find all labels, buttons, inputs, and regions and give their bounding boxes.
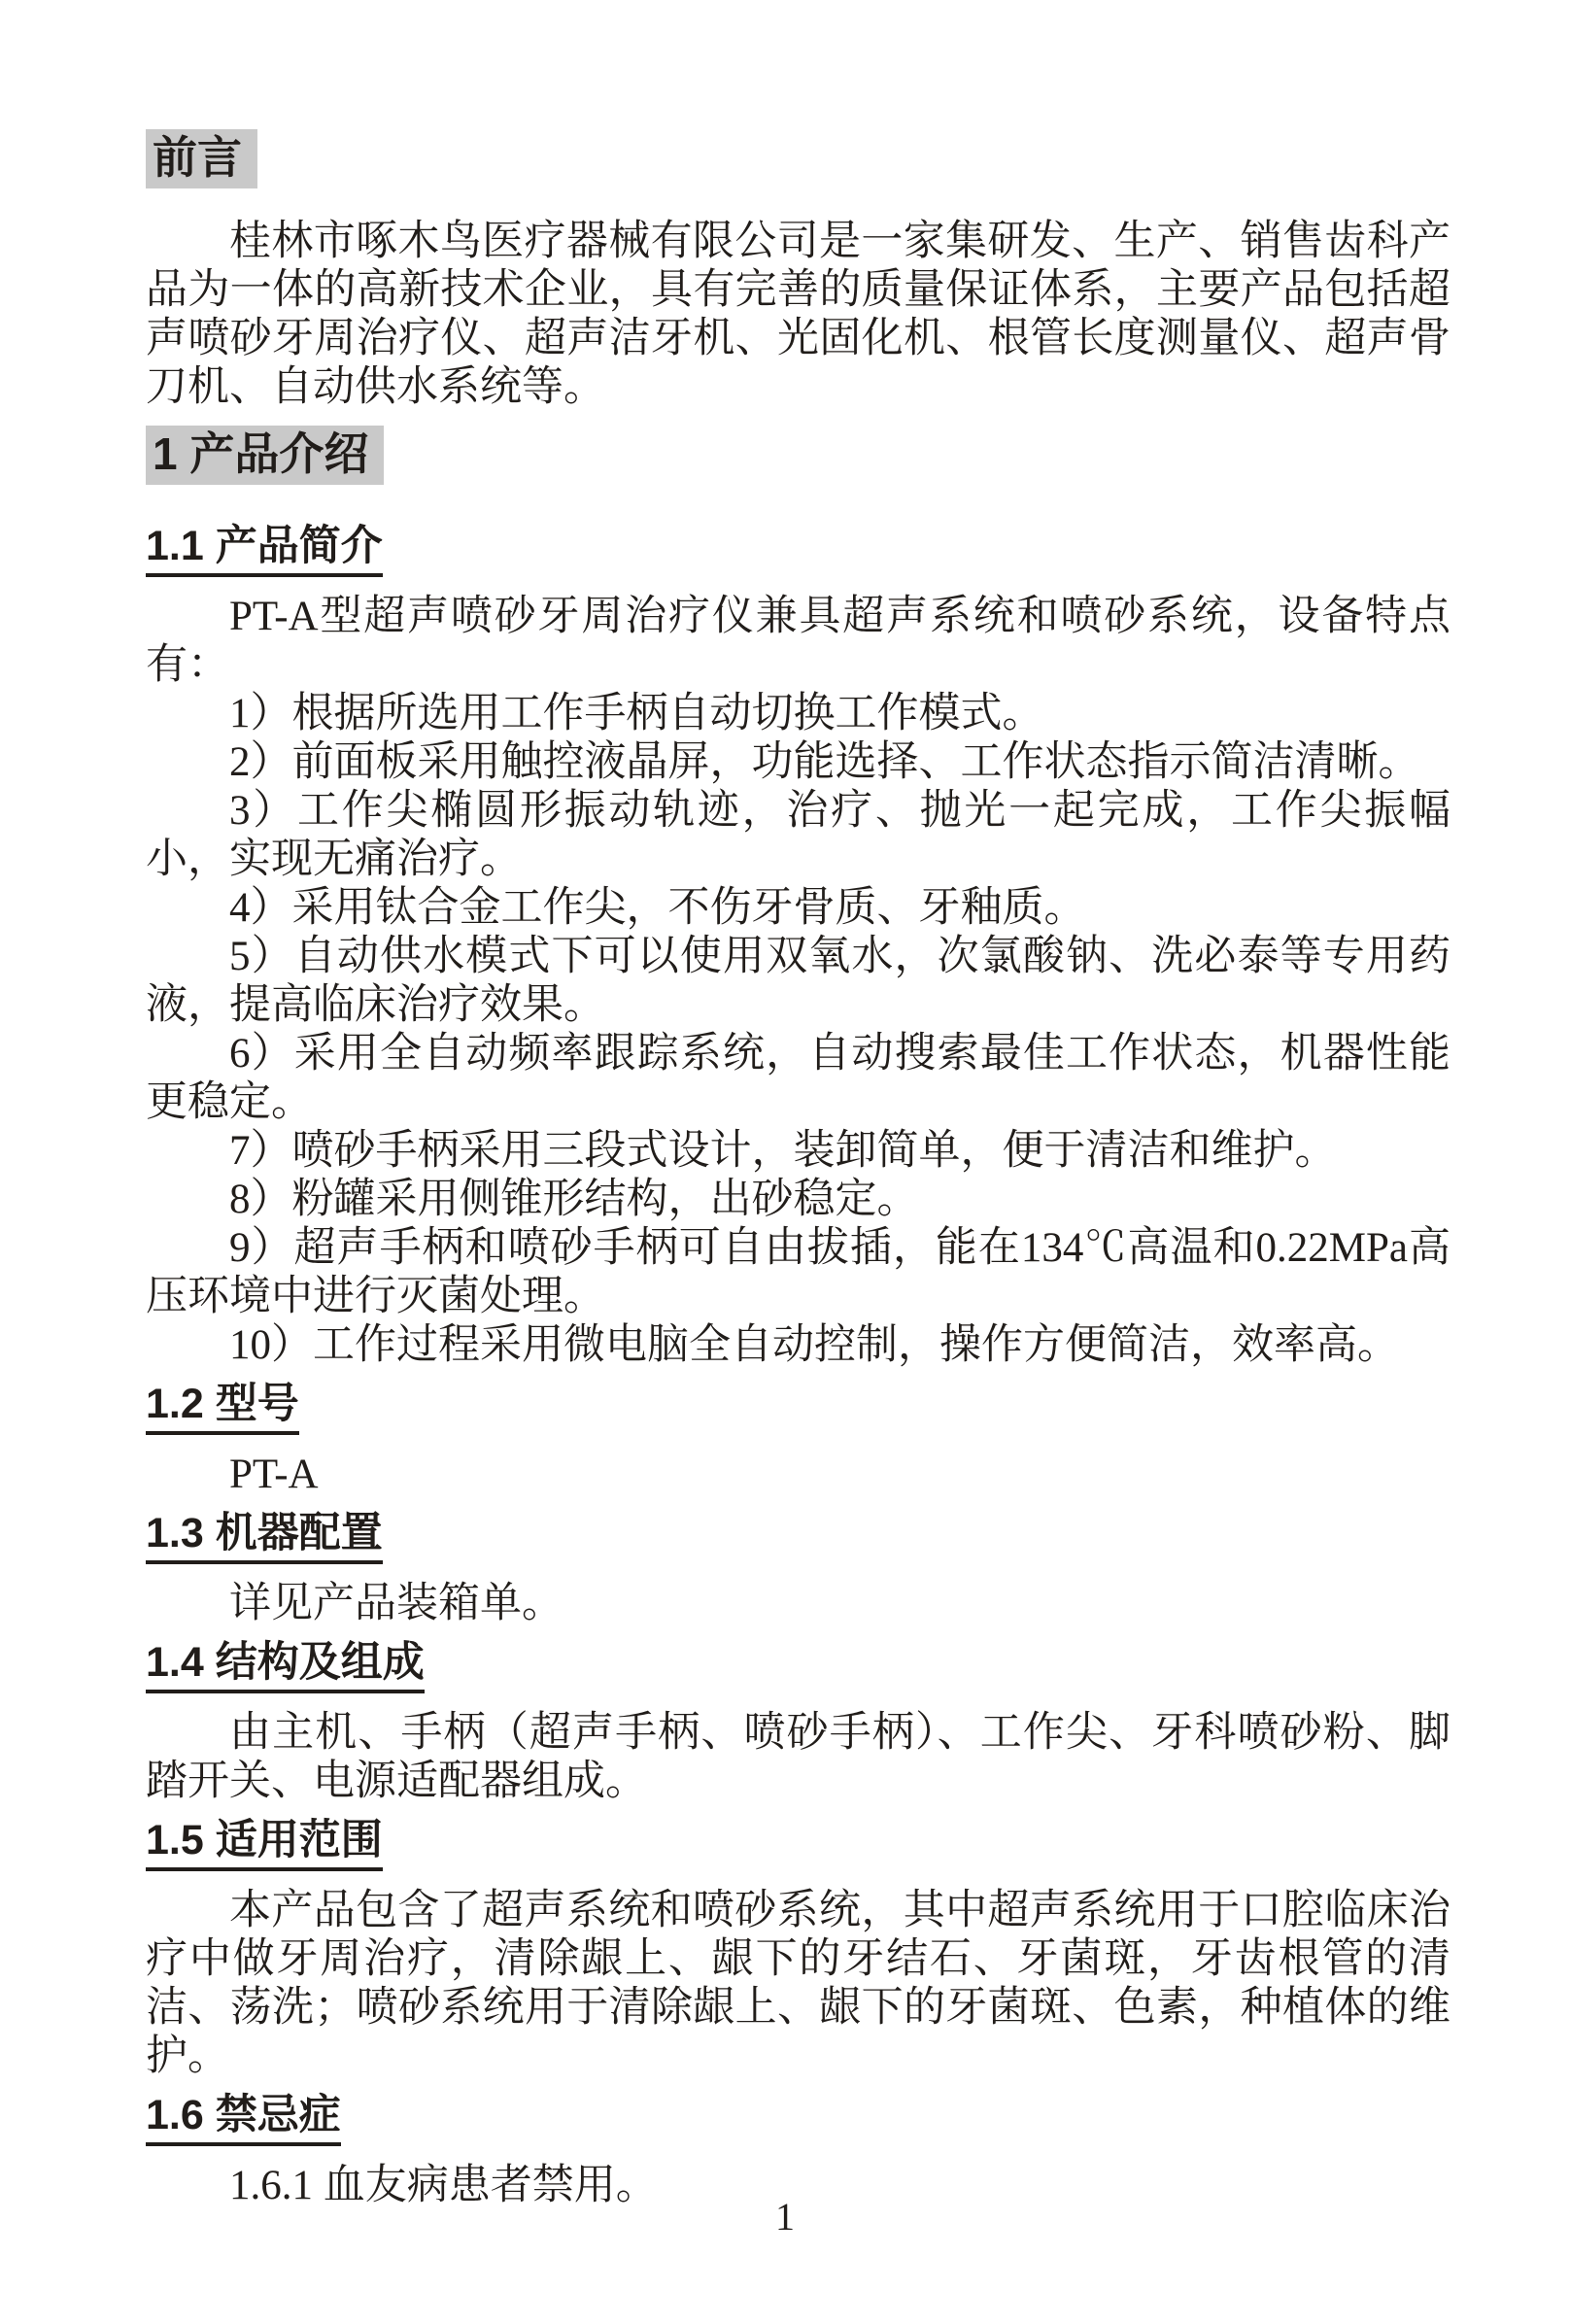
section-1-2-heading-row bbox=[146, 1382, 1451, 1435]
scope-paragraph: 本产品包含了超声系统和喷砂系统，其中超声系统用于口腔临床治疗中做牙周治疗，清除龈上、龈下的牙结石、牙菌斑，牙齿根管的清洁、荡洗；喷砂系统用于清除龈上、龈下的牙菌斑、色素，种植体的维护。 bbox=[146, 1888, 1451, 2079]
section-1-1-heading-row bbox=[146, 524, 1451, 577]
feature-item-7: 7）喷砂手柄采用三段式设计，装卸简单，便于清洁和维护。 bbox=[229, 1128, 1337, 1174]
model-value: PT-A bbox=[229, 1452, 319, 1497]
feature-item-9: 9）超声手柄和喷砂手柄可自由拔插，能在134℃高温和0.22MPa高压环境中进行灭菌处理。 bbox=[146, 1225, 1451, 1319]
section-1-4-heading-row bbox=[146, 1640, 1451, 1693]
feature-item-1: 1）根据所选用工作手柄自动切换工作模式。 bbox=[229, 691, 1044, 736]
feature-item-2: 2）前面板采用触控液晶屏，功能选择、工作状态指示简洁清晰。 bbox=[229, 739, 1420, 785]
contraindication-paragraph: 1.6.1 血友病患者禁用。 bbox=[229, 2163, 658, 2208]
foreword-heading: 前言 bbox=[146, 129, 257, 188]
section-1-5-heading-row bbox=[146, 1818, 1451, 1871]
feature-item-3: 3）工作尖椭圆形振动轨迹，治疗、抛光一起完成，工作尖振幅小，实现无痛治疗。 bbox=[146, 788, 1451, 882]
feature-item-6: 6）采用全自动频率跟踪系统，自动搜索最佳工作状态，机器性能更稳定。 bbox=[146, 1031, 1451, 1125]
foreword-paragraph: 桂林市啄木鸟医疗器械有限公司是一家集研发、生产、销售齿科产品为一体的高新技术企业，具有完善的质量保证体系，主要产品包括超声喷砂牙周治疗仪、超声洁牙机、光固化机、根管长度测量仪、超声骨刀机、自动供水系统等。 bbox=[146, 219, 1451, 410]
feature-item-4: 4）采用钛合金工作尖，不伤牙骨质、牙釉质。 bbox=[229, 885, 1086, 931]
section-1-heading-row bbox=[146, 426, 1451, 485]
configuration-paragraph: 详见产品装箱单。 bbox=[229, 1581, 563, 1626]
section-1-1-intro: PT-A型超声喷砂牙周治疗仪兼具超声系统和喷砂系统，设备特点有： bbox=[146, 594, 1451, 688]
section-1-4-heading: 1.4 结构及组成 bbox=[146, 1640, 425, 1693]
section-1-2-heading: 1.2 型号 bbox=[146, 1382, 299, 1435]
composition-paragraph: 由主机、手柄（超声手柄、喷砂手柄）、工作尖、牙科喷砂粉、脚踏开关、电源适配器组成。 bbox=[146, 1710, 1451, 1804]
foreword-heading-row bbox=[146, 129, 1451, 188]
section-1-6-heading: 1.6 禁忌症 bbox=[146, 2093, 341, 2146]
page-number: 1 bbox=[775, 2195, 795, 2239]
section-1-1-heading: 1.1 产品简介 bbox=[146, 524, 383, 577]
feature-item-5: 5）自动供水模式下可以使用双氧水，次氯酸钠、洗必泰等专用药液，提高临床治疗效果。 bbox=[146, 934, 1451, 1028]
feature-list bbox=[146, 690, 1451, 1370]
section-1-5-heading: 1.5 适用范围 bbox=[146, 1818, 383, 1871]
feature-item-10: 10）工作过程采用微电脑全自动控制，操作方便简洁，效率高。 bbox=[229, 1322, 1399, 1368]
section-1-3-heading-row bbox=[146, 1511, 1451, 1564]
section-1-3-heading: 1.3 机器配置 bbox=[146, 1511, 383, 1564]
section-1-heading: 1 产品介绍 bbox=[146, 426, 384, 485]
feature-item-8: 8）粉罐采用侧锥形结构，出砂稳定。 bbox=[229, 1177, 919, 1222]
section-1-6-heading-row bbox=[146, 2093, 1451, 2146]
